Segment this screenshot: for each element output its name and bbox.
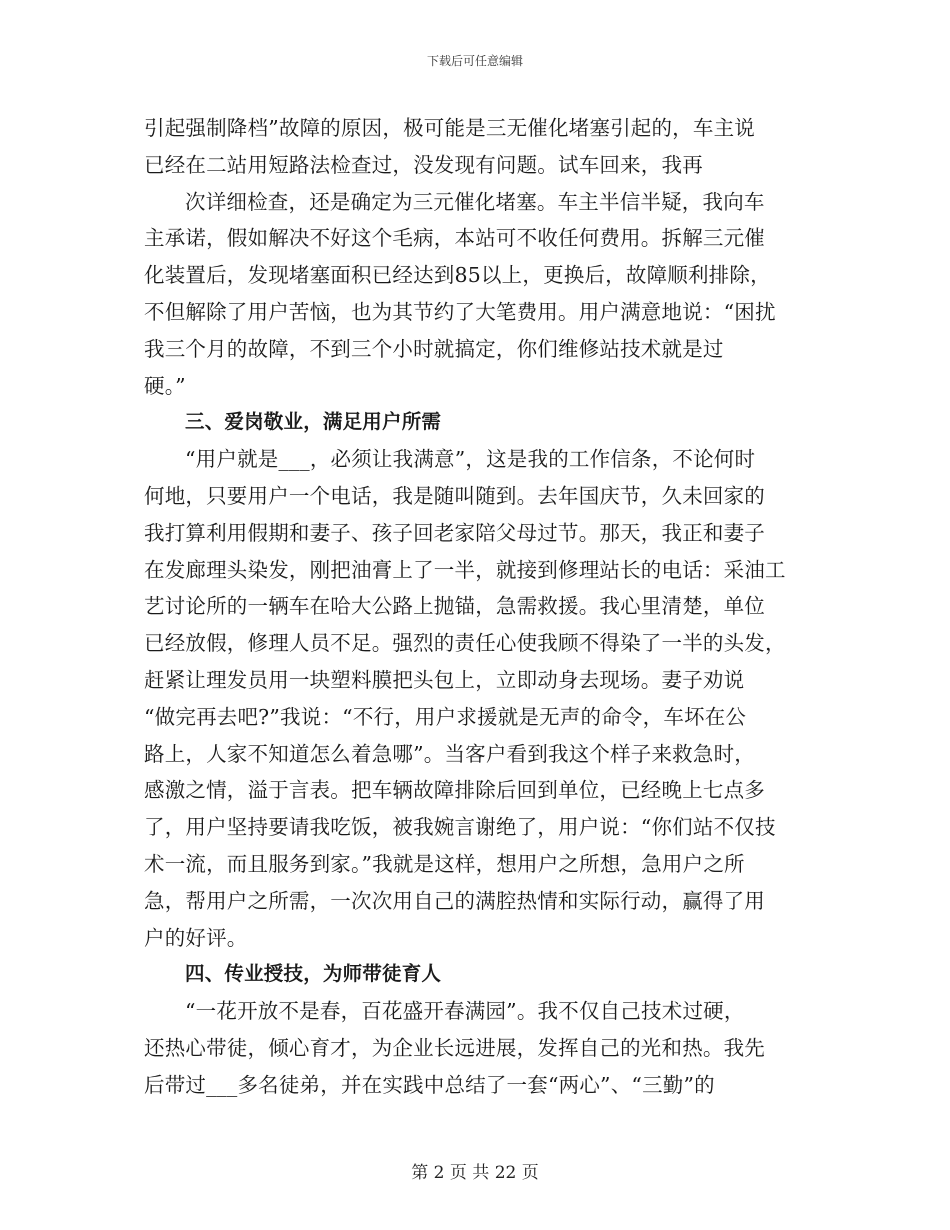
- body-line: 路上，人家不知道怎么着急哪”。当客户看到我这个样子来救急时，: [144, 741, 755, 766]
- body-line: 我打算利用假期和妻子、孩子回老家陪父母过节。那天，我正和妻子: [144, 520, 765, 545]
- section-heading: 四、传业授技，为师带徒育人: [185, 962, 442, 986]
- body-line: 硬。”: [144, 373, 186, 398]
- body-line: 在发廊理头染发，刚把油膏上了一半，就接到修理站长的电话：采油工: [144, 557, 786, 582]
- body-line: 急，帮用户之所需，一次次用自己的满腔热情和实际行动，赢得了用: [144, 888, 765, 913]
- body-line: 艺讨论所的一辆车在哈大公路上抛锚，急需救援。我心里清楚，单位: [144, 594, 765, 619]
- body-line: 主承诺，假如解决不好这个毛病，本站可不收任何费用。拆解三元催: [144, 226, 765, 251]
- body-line: 我三个月的故障，不到三个小时就搞定，你们维修站技术就是过: [144, 336, 724, 361]
- body-line: 赶紧让理发员用一块塑料膜把头包上，立即动身去现场。妻子劝说: [144, 667, 745, 692]
- body-line: 还热心带徒，倾心育才，为企业长远进展，发挥自己的光和热。我先: [144, 1035, 765, 1060]
- document-body: [144, 110, 810, 1104]
- body-line: 户的好评。: [144, 925, 248, 950]
- page-footer: 第 2 页 共 22 页: [411, 1163, 539, 1183]
- body-line: “用户就是___，必须让我满意”，这是我的工作信条，不论何时: [185, 447, 756, 472]
- body-line: 感激之情，溢于言表。把车辆故障排除后回到单位，已经晚上七点多: [144, 778, 765, 803]
- body-line: 了，用户坚持要请我吃饭，被我婉言谢绝了，用户说：“你们站不仅技: [144, 815, 776, 840]
- body-line: 引起强制降档”故障的原因，极可能是三无催化堵塞引起的，车主说: [144, 116, 755, 140]
- body-line: 次详细检查，还是确定为三元催化堵塞。车主半信半疑，我向车: [185, 189, 765, 214]
- body-line: 何地，只要用户一个电话，我是随叫随到。去年国庆节，久未回家的: [144, 483, 765, 508]
- body-line: 不但解除了用户苦恼，也为其节约了大笔费用。用户满意地说：“困扰: [144, 299, 776, 324]
- body-line: 已经在二站用短路法检查过，没发现有问题。试车回来，我再: [144, 152, 703, 177]
- body-line: “做完再去吧?”我说：“不行，用户求援就是无声的命令，车坏在公: [144, 704, 747, 729]
- body-line: 化装置后，发现堵塞面积已经达到85以上，更换后，故障顺利排除，: [144, 263, 771, 288]
- body-line: 术一流，而且服务到家。”我就是这样，想用户之所想，急用户之所: [144, 851, 745, 876]
- body-line: 后带过___多名徒弟，并在实践中总结了一套“两心”、“三勤”的: [144, 1072, 715, 1097]
- body-line: 已经放假，修理人员不足。强烈的责任心使我顾不得染了一半的头发，: [144, 631, 786, 656]
- section-heading: 三、爱岗敬业，满足用户所需: [185, 410, 442, 434]
- page-header: 下载后可任意编辑: [426, 54, 523, 68]
- body-line: “一花开放不是春，百花盛开春满园”。我不仅自己技术过硬，: [185, 999, 745, 1024]
